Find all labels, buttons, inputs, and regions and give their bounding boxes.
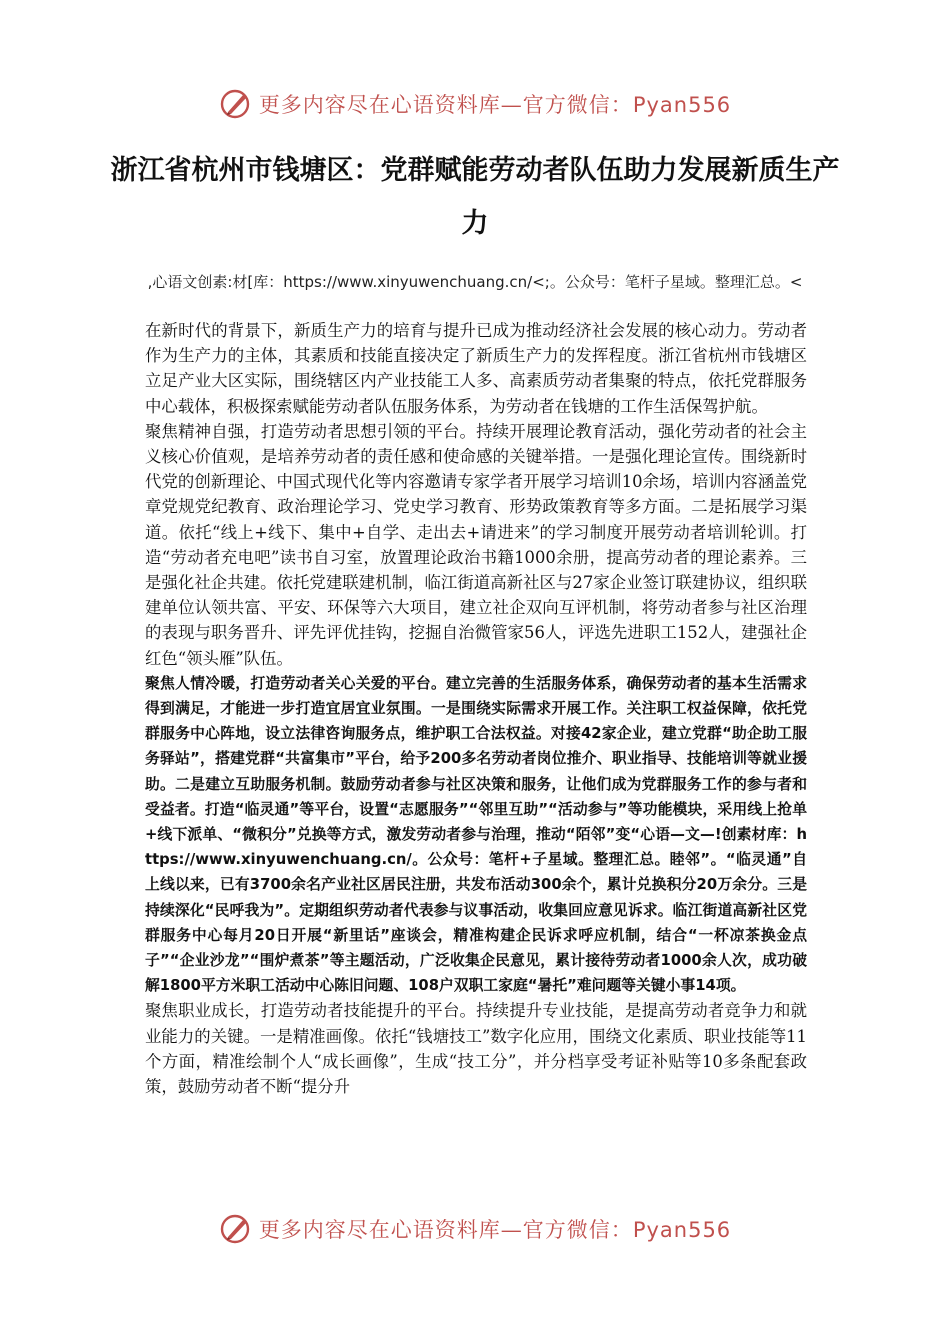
paragraph-thought-guidance: 聚焦精神自强，打造劳动者思想引领的平台。持续开展理论教育活动，强化劳动者的社会主义核心价值观，是培养劳动者的责任感和使命感的关键举措。一是强化理论宣传。围绕新时代党的创新理论、中国式现代化等内容邀请专家学者开展学习培训10余场，培训内容涵盖党章党规党纪教育、政治理论学习、党史学习教育、形势政策教育等多方面。二是拓展学习渠道。依托“线上+线下、集中+自学、走出去+请进来”的学习制度开展劳动者培训轮训。打造“劳动者充电吧”读书自习室，放置理论政治书籍1000余册，提高劳动者的理论素养。三是强化社企共建。依托党建联建机制，临江街道高新社区与27家企业签订联建协议，组织联建单位认领共富、平安、环保等六大项目，建立社企双向互评机制，将劳动者参与社区治理的表现与职务晋升、评先评优挂钩，挖掘自治微管家56人，评选先进职工152人，建强社企红色“领头雁”队伍。	[145, 421, 807, 668]
wechat-id: Pyan556	[632, 93, 732, 117]
paragraph-care-platform: 聚焦人情冷暖，打造劳动者关心关爱的平台。建立完善的生活服务体系，确保劳动者的基本生活需求得到满足，才能进一步打造宜居宜业氛围。一是围绕实际需求开展工作。关注职工权益保障，依托党群服务中心阵地，设立法律咨询服务点，维护职工合法权益。对接42家企业，建立党群“助企助工服务驿站”，搭建党群“共富集市”平台，给予200多名劳动者岗位推介、职业指导、技能培训等就业援助。二是建立互助服务机制。鼓励劳动者参与社区决策和服务，让他们成为党群服务工作的参与者和受益者。打造“临灵通”等平台，设置“志愿服务”“邻里互助”“活动参与”等功能模块，采用线上抢单+线下派单、“微积分”兑换等方式，激发劳动者参与治理，推动“陌邻”变“心语—文—!创素材库：https://www.xinyuwenchuang.cn/。公众号：笔杆+子星域。整理汇总。睦邻”。“临灵通”自上线以来，已有3700余名产业社区居民注册，共发布活动300余个，累计兑换积分20万余分。三是持续深化“民呼我为”。定期组织劳动者代表参与议事活动，收集回应意见诉求。临江街道高新社区党群服务中心每月20日开展“新里话”座谈会，精准构建企民诉求呼应机制，结合“一杯凉茶换金点子”“企业沙龙”“围炉煮茶”等主题活动，广泛收集企民意见，累计接待劳动者1000余人次，成功破解1800平方米职工活动中心陈旧问题、108户双职工家庭“暑托”难问题等关键小事14项。	[145, 674, 807, 995]
pen-logo-icon	[219, 1212, 253, 1246]
document-title: 浙江省杭州市钱塘区：党群赋能劳动者队伍助力发展新质生产力	[110, 155, 840, 239]
footer-watermark-banner	[0, 1209, 950, 1249]
header-watermark-banner	[0, 84, 950, 124]
banner-text: 更多内容尽在心语资料库—官方微信：Pyan556	[258, 1218, 732, 1242]
source-note: ,心语文创素:材[库：https://www.xinyuwenchuang.cn/<;。公众号：笔杆子星域。整理汇总。<	[147, 273, 803, 291]
wechat-id: Pyan556	[632, 1218, 732, 1242]
document-body	[145, 318, 807, 1099]
paragraph-career-growth: 聚焦职业成长，打造劳动者技能提升的平台。持续提升专业技能，是提高劳动者竞争力和就业能力的关键。一是精准画像。依托“钱塘技工”数字化应用，围绕文化素质、职业技能等11个方面，精准绘制个人“成长画像”，生成“技工分”，并分档享受考证补贴等10多条配套政策，鼓励劳动者不断“提分升	[145, 1001, 807, 1097]
banner-text: 更多内容尽在心语资料库—官方微信：Pyan556	[258, 93, 732, 117]
pen-logo-icon	[219, 87, 253, 121]
paragraph-intro: 在新时代的背景下，新质生产力的培育与提升已成为推动经济社会发展的核心动力。劳动者作为生产力的主体，其素质和技能直接决定了新质生产力的发挥程度。浙江省杭州市钱塘区立足产业大区实际，围绕辖区内产业技能工人多、高素质劳动者集聚的特点，依托党群服务中心载体，积极探索赋能劳动者队伍服务体系，为劳动者在钱塘的工作生活保驾护航。	[145, 321, 807, 416]
